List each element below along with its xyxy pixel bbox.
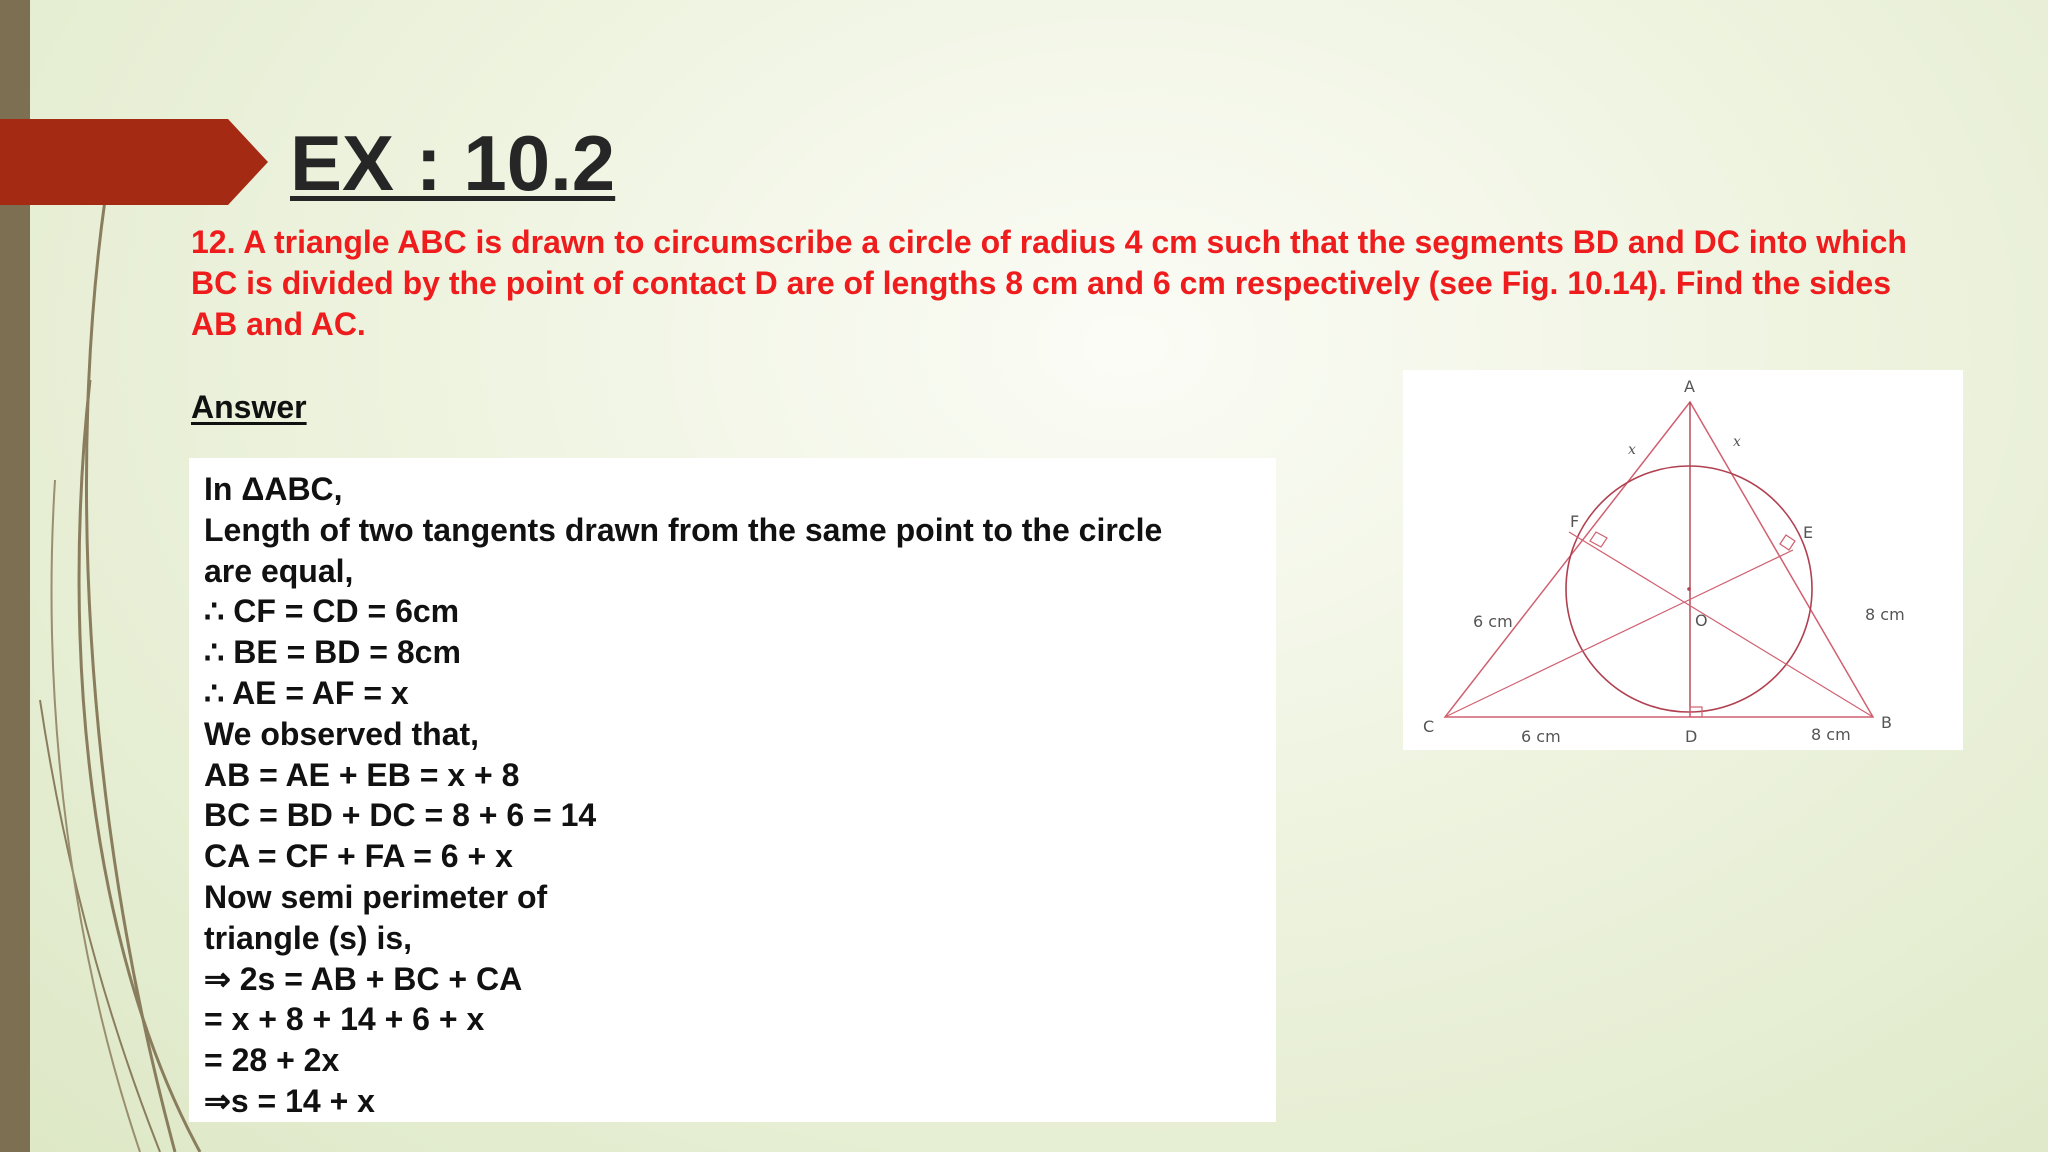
answer-line: ⇒s = 14 + x [204, 1082, 375, 1119]
label-6cm-cd: 6 cm [1521, 727, 1561, 746]
answer-box [189, 458, 1276, 1122]
label-6cm-cf: 6 cm [1473, 612, 1513, 631]
triangle-incircle-figure [1403, 370, 1963, 750]
answer-line: = x + 8 + 14 + 6 + x [204, 1001, 485, 1038]
answer-line: Length of two tangents drawn from the same point to the circle [204, 511, 1163, 548]
label-x-right: x [1733, 434, 1741, 450]
label-d: D [1685, 727, 1698, 746]
label-f: F [1570, 512, 1580, 531]
answer-line: In ΔABC, [204, 471, 343, 507]
answer-line: CA = CF + FA = 6 + x [204, 838, 513, 875]
figure-svg [1403, 370, 1963, 750]
label-x-left: x [1628, 442, 1636, 458]
question-text: 12. A triangle ABC is drawn to circumscribe a circle of radius 4 cm such that the segments BD and DC into which BC is divided by the point of contact D are of lengths 8 cm and 6 cm respectively (see Fig. 10.14). Find the sides AB and AC. [191, 224, 1907, 342]
label-8cm-be: 8 cm [1865, 605, 1905, 624]
label-e: E [1803, 523, 1814, 542]
segment-bo-f [1569, 532, 1873, 717]
label-o: O [1695, 611, 1708, 630]
answer-line: ∴ CF = CD = 6cm [204, 593, 460, 630]
right-angle-e [1780, 535, 1795, 550]
center-point [1687, 587, 1691, 591]
answer-line: BC = BD + DC = 8 + 6 = 14 [204, 797, 597, 834]
answer-heading: Answer [191, 389, 307, 425]
answer-line: We observed that, [204, 715, 480, 752]
answer-line: ⇒ 2s = AB + BC + CA [204, 960, 523, 997]
segment-co-e [1445, 550, 1793, 717]
label-c: C [1423, 717, 1435, 736]
answer-line: AB = AE + EB = x + 8 [204, 756, 520, 793]
answer-line: are equal, [204, 552, 354, 589]
answer-line: ∴ BE = BD = 8cm [204, 634, 461, 671]
answer-line: Now semi perimeter of [204, 878, 548, 915]
label-8cm-bd: 8 cm [1811, 725, 1851, 744]
answer-line: = 28 + 2x [204, 1042, 340, 1079]
slide-title: EX : 10.2 [290, 119, 616, 207]
right-angle-f [1590, 532, 1607, 547]
label-b: B [1881, 713, 1892, 732]
title-banner-arrow [0, 119, 268, 205]
label-a: A [1684, 377, 1695, 396]
answer-line: ∴ AE = AF = x [204, 674, 409, 711]
answer-line: triangle (s) is, [204, 919, 413, 956]
